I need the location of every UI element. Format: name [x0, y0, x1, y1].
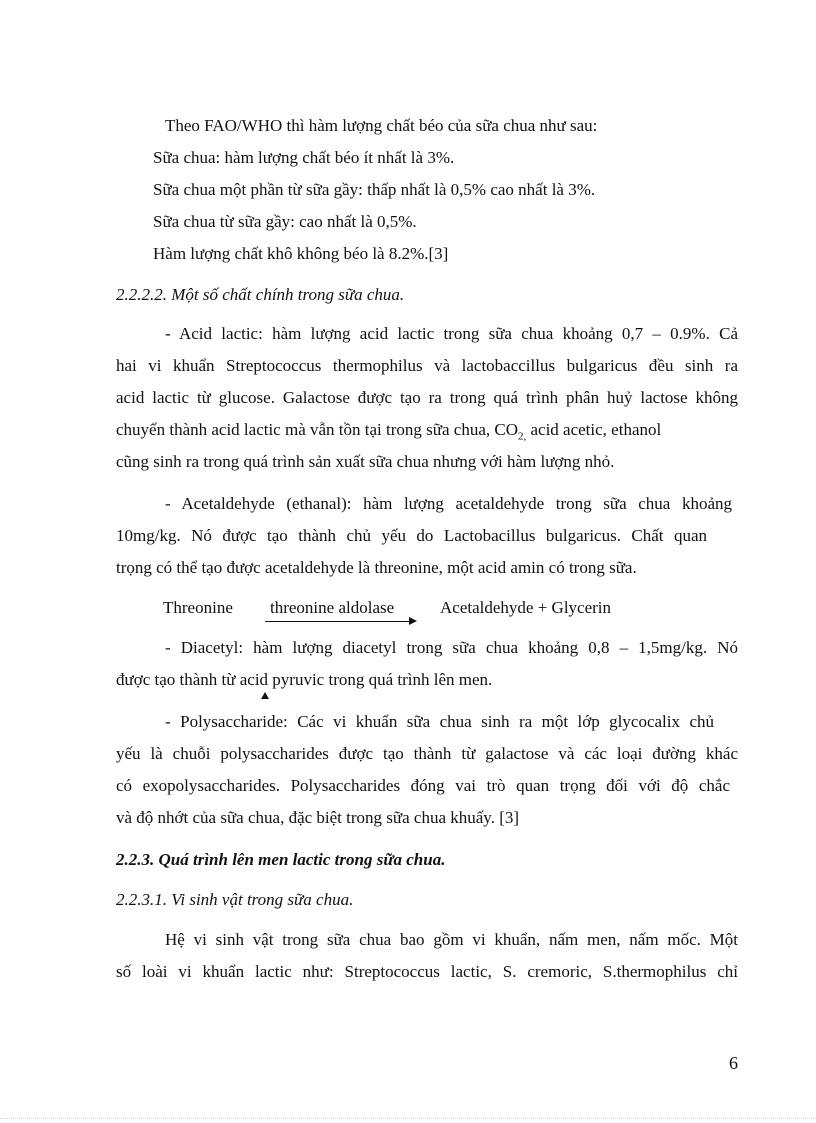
reaction-arrow [265, 621, 411, 622]
text-line: - Acid lactic: hàm lượng acid lactic trong sữa chua khoảng 0,7 – 0.9%. Cả [165, 324, 738, 343]
text-line: Sữa chua: hàm lượng chất béo ít nhất là 3%. [153, 148, 455, 167]
enzyme-label: threonine aldolase [270, 598, 395, 617]
text-line: số loài vi khuẩn lactic như: Streptococcus lactic, S. cremoric, S.thermophilus chỉ [116, 962, 738, 981]
page-number: 6 [729, 1053, 738, 1073]
text-line: Hệ vi sinh vật trong sữa chua bao gồm vi khuẩn, nấm men, nấm mốc. Một [165, 930, 738, 949]
text-line: hai vi khuẩn Streptococcus thermophilus và lactobaccillus bulgaricus đều sinh ra [116, 356, 738, 375]
text-line: - Diacetyl: hàm lượng diacetyl trong sữa chua khoảng 0,8 – 1,5mg/kg. Nó [165, 638, 738, 657]
text-fragment: chuyển thành acid lactic mà vẫn tồn tại trong sữa chua, CO [116, 420, 518, 439]
text-line: Sữa chua từ sữa gầy: cao nhất là 0,5%. [153, 212, 417, 231]
text-line: có exopolysaccharides. Polysaccharides đóng vai trò quan trọng đối với độ chắc [116, 776, 730, 795]
text-line: Sữa chua một phần từ sữa gầy: thấp nhất là 0,5% cao nhất là 3%. [153, 180, 596, 199]
text-line: acid lactic từ glucose. Galactose được tạo ra trong quá trình phân huỷ lactose không [116, 388, 738, 407]
text-line: 10mg/kg. Nó được tạo thành chủ yếu do Lactobacillus bulgaricus. Chất quan [116, 526, 707, 545]
subsection-heading: 2.2.3.1. Vi sinh vật trong sữa chua. [116, 890, 354, 909]
text-line: Hàm lượng chất khô không béo là 8.2%.[3] [153, 244, 449, 263]
text-line [116, 419, 661, 441]
page-bottom-divider [0, 1118, 816, 1119]
text-line: Theo FAO/WHO thì hàm lượng chất béo của sữa chua như sau: [165, 116, 598, 135]
co2-subscript: 2, [517, 430, 527, 443]
text-line: và độ nhớt của sữa chua, đặc biệt trong sữa chua khuấy. [3] [116, 808, 520, 827]
text-line: cũng sinh ra trong quá trình sản xuất sữa chua nhưng với hàm lượng nhỏ. [116, 452, 615, 471]
arrow-head-icon [409, 617, 417, 625]
text-line: yếu là chuỗi polysaccharides được tạo thành từ galactose và các loại đường khác [116, 744, 738, 763]
text-line: - Polysaccharide: Các vi khuẩn sữa chua sinh ra một lớp glycocalix chủ [165, 712, 714, 731]
section-heading: 2.2.2.2. Một số chất chính trong sữa chua. [116, 285, 405, 304]
text-line: trọng có thể tạo được acetaldehyde là threonine, một acid amin có trong sữa. [116, 558, 637, 577]
reaction-equation [0, 597, 816, 627]
text-fragment: acid acetic, ethanol [526, 420, 662, 439]
text-line: được tạo thành từ acid pyruvic trong quá trình lên men. [116, 670, 493, 689]
section-heading: 2.2.3. Quá trình lên men lactic trong sữa chua. [116, 850, 446, 869]
text-line: - Acetaldehyde (ethanal): hàm lượng acetaldehyde trong sữa chua khoảng [165, 494, 732, 513]
reactant-label: Threonine [163, 598, 233, 617]
products-label: Acetaldehyde + Glycerin [440, 598, 612, 617]
caret-marker-icon [261, 692, 269, 699]
